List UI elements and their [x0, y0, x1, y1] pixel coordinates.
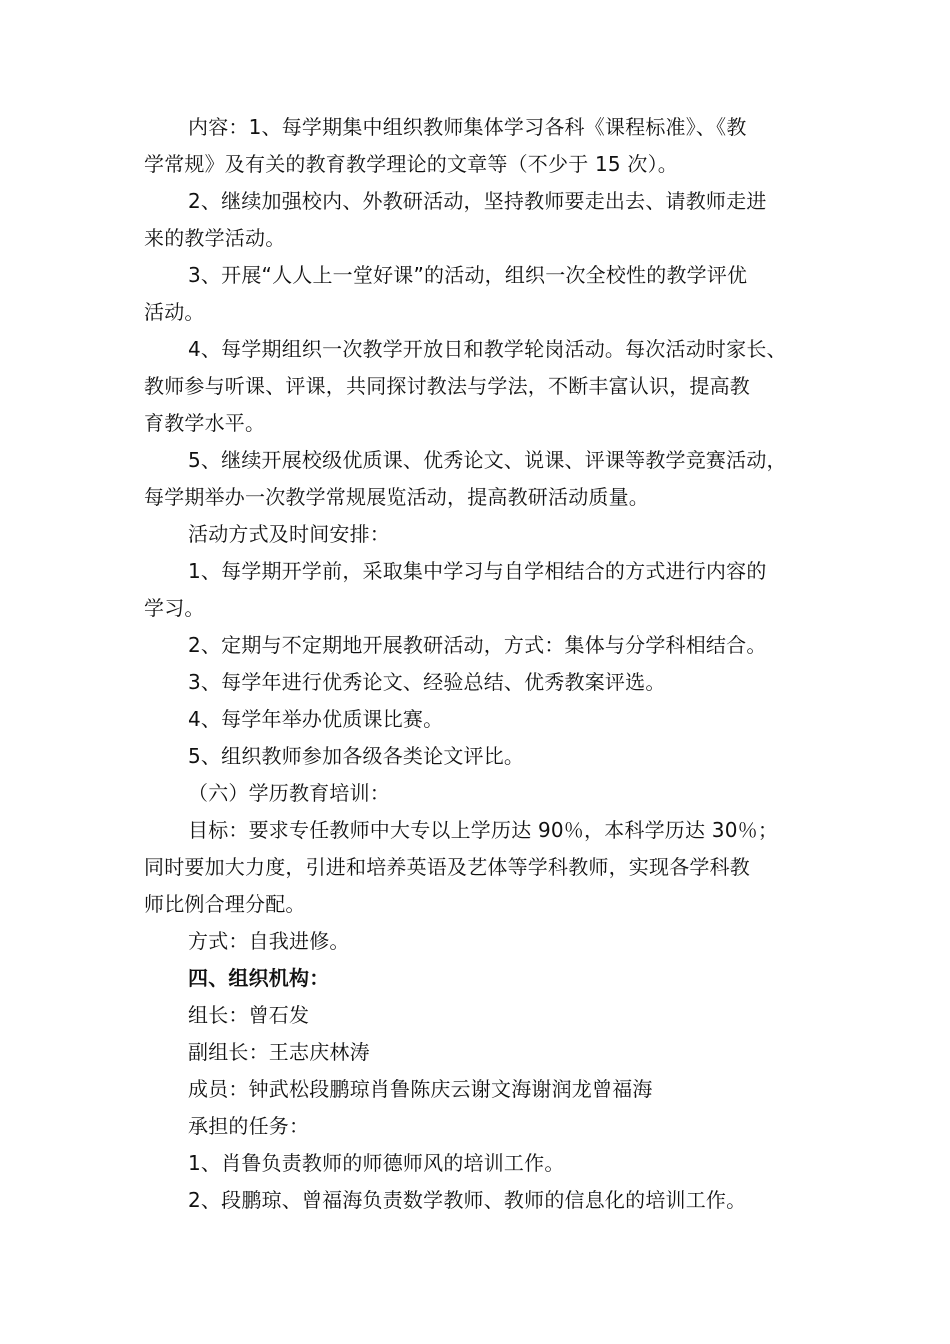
section-heading-organization: 四、组织机构： — [188, 966, 330, 990]
method-item-1-line-2: 学习。 — [144, 596, 205, 620]
list-item-4-line-1: 4、每学期组织一次教学开放日和教学轮岗活动。每次活动时家长、 — [188, 337, 787, 361]
group-members: 成员：钟武松段鹏琼肖鲁陈庆云谢文海谢润龙曾福海 — [188, 1077, 653, 1101]
list-item-2-line-2: 来的教学活动。 — [144, 226, 286, 250]
goal-line-1: 目标：要求专任教师中大专以上学历达 90％，本科学历达 30％； — [188, 818, 779, 842]
list-item-5-line-1: 5、继续开展校级优质课、优秀论文、说课、评课等教学竞赛活动， — [188, 448, 787, 472]
method-item-5: 5、组织教师参加各级各类论文评比。 — [188, 744, 525, 768]
deputy-group-leader: 副组长：王志庆林涛 — [188, 1040, 370, 1064]
method-item-3: 3、每学年进行优秀论文、经验总结、优秀教案评选。 — [188, 670, 666, 694]
list-item-3-line-2: 活动。 — [144, 300, 205, 324]
goal-line-3: 师比例合理分配。 — [144, 892, 306, 916]
paragraph-content-line-2: 学常规》及有关的教育教学理论的文章等（不少于 15 次）。 — [144, 152, 678, 176]
method-item-2: 2、定期与不定期地开展教研活动，方式：集体与分学科相结合。 — [188, 633, 767, 657]
list-item-5-line-2: 每学期举办一次教学常规展览活动，提高教研活动质量。 — [144, 485, 649, 509]
goal-line-2: 同时要加大力度，引进和培养英语及艺体等学科教师，实现各学科教 — [144, 855, 750, 879]
list-item-2-line-1: 2、继续加强校内、外教研活动，坚持教师要走出去、请教师走进 — [188, 189, 767, 213]
task-item-1: 1、肖鲁负责教师的师德师风的培训工作。 — [188, 1151, 565, 1175]
method-item-1-line-1: 1、每学期开学前，采取集中学习与自学相结合的方式进行内容的 — [188, 559, 767, 583]
section-heading-degree-training: （六）学历教育培训： — [188, 781, 390, 805]
list-item-3-line-1: 3、开展“人人上一堂好课”的活动，组织一次全校性的教学评优 — [188, 263, 748, 287]
list-item-4-line-2: 教师参与听课、评课，共同探讨教法与学法，不断丰富认识，提高教 — [144, 374, 750, 398]
group-leader: 组长：曾石发 — [188, 1003, 310, 1027]
method-item-4: 4、每学年举办优质课比赛。 — [188, 707, 444, 731]
tasks-heading: 承担的任务： — [188, 1114, 310, 1138]
section-heading-activity-method: 活动方式及时间安排： — [188, 522, 390, 546]
task-item-2: 2、段鹏琼、曾福海负责数学教师、教师的信息化的培训工作。 — [188, 1188, 747, 1212]
list-item-4-line-3: 育教学水平。 — [144, 411, 266, 435]
paragraph-content-line-1: 内容：1、每学期集中组织教师集体学习各科《课程标准》、《教 — [188, 115, 747, 139]
method-self-study: 方式：自我进修。 — [188, 929, 350, 953]
